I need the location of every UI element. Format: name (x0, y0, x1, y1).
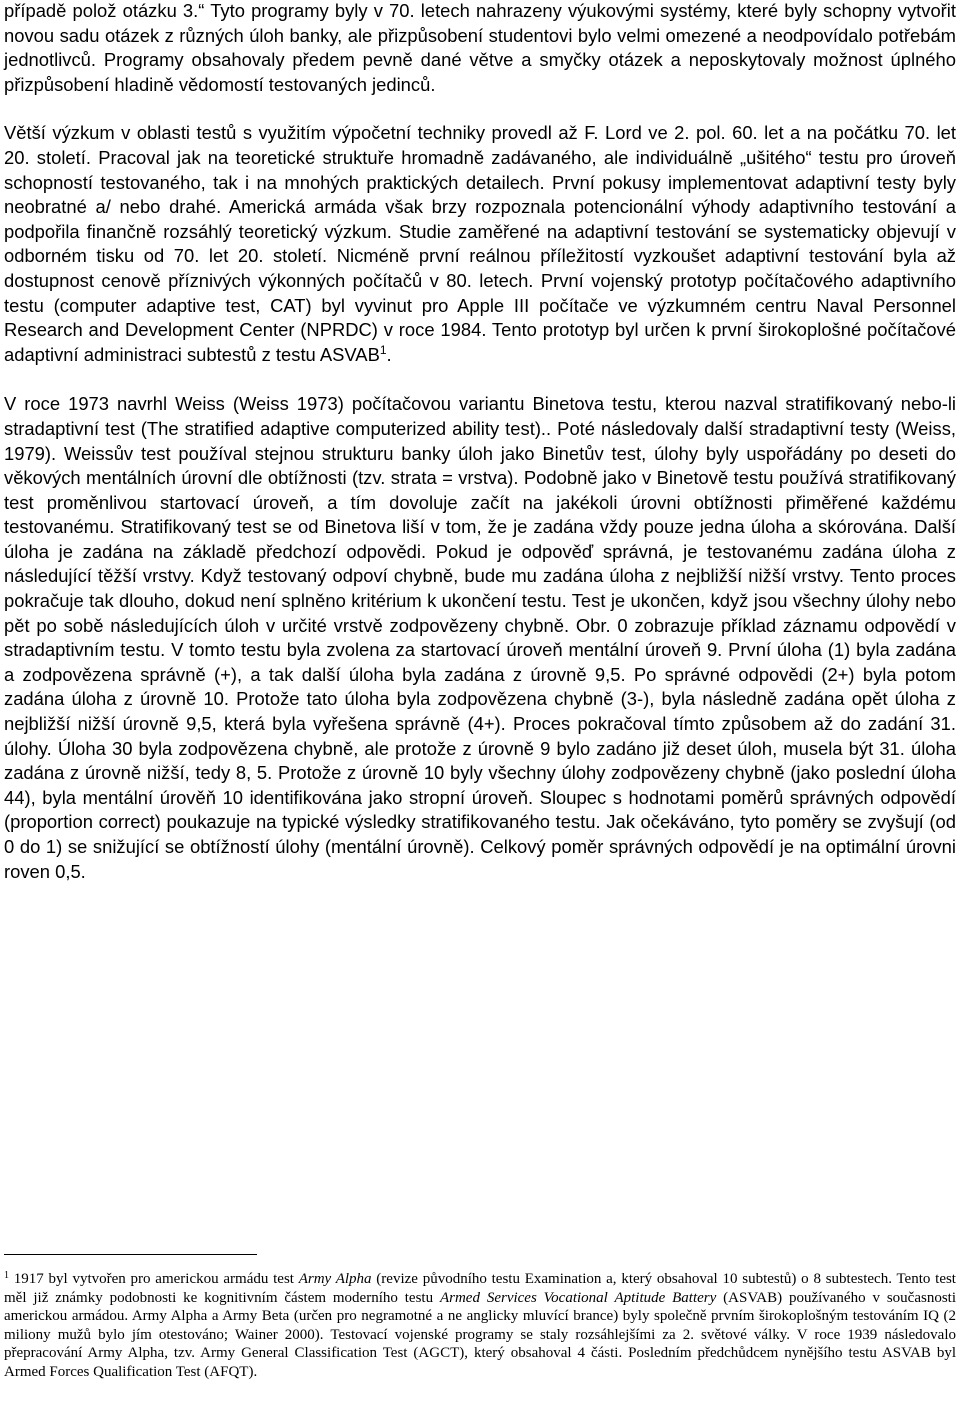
footnote-army-alpha: Army Alpha (298, 1271, 372, 1287)
footnote-asvab-name: Armed Services Vocational Aptitude Battery (439, 1289, 717, 1306)
footnote (4, 1270, 956, 1382)
paragraph-lord-text: Větší výzkum v oblasti testů s využitím výpočetní techniky provedl až F. Lord ve 2. pol. 60. let a na počátku 70. let 20. století. Pracoval jak na teoretické struktuře hromadně zadávaného, ale individuálně „ušitého“ testu pro úroveň schopností testovaného, tak i na mnohých praktických detailech. První pokusy implementovat adaptivní testy byly neobratné a/ nebo drahé. Americká armáda však brzy rozpoznala potencionální výhody adaptivního testování a podpořila finančně rozsáhlý teoretický výzkum. Studie zaměřené na adaptivní testování se systematicky objevují v odborném tisku od 70. let 20. století. Nicméně první reálnou příležitostí vyzkoušet adaptivní testování byla až dostupnost cenově příznivých výkonných počítačů v 80. letech. První vojenský prototyp počítačového adaptivního testu (computer adaptive test, CAT) byl vyvinut pro Apple III počítače ve výzkumném centru Naval Personnel Research and Development Center (NPRDC) v roce 1984. Tento prototyp byl určen k první širokoplošné počítačové adaptivní administraci subtestů z testu ASVAB (4, 122, 956, 365)
paragraph-lord-research (4, 121, 956, 367)
footnote-text-1: 1917 byl vytvořen pro americkou armádu test (9, 1271, 299, 1287)
paragraph-programs-history: případě polož otázku 3.“ Tyto programy byly v 70. letech nahrazeny výukovými systémy, které byly schopny vytvořit novou sadu otázek z různých úloh banky, ale přizpůsobení studentovi bylo velmi omezené a neodpovídalo potřebám jednotlivců. Programy obsahovaly předem pevně dané větve a smyčky otázek a neposkytovaly možnost úplného přizpůsobení hladině vědomostí testovaných jedinců. (4, 0, 956, 95)
footnote-separator (4, 1254, 257, 1255)
paragraph-lord-end: . (386, 343, 392, 365)
document-body (4, 0, 956, 884)
footnote-reference[interactable]: 1 (379, 342, 387, 357)
footnote-text-3: (ASVAB) používaného v současnosti americkou armádou. Army Alpha a Army Beta (určen pro negramotné a ne anglicky mluvící brance) byly společně prvním širokoplošným testováním IQ (2 miliony mužů bylo jím otestováno; Wainer 2000). Testovací vojenské programy se staly rozsáhlejšími za 2. světové války. V roce 1939 následovalo přepracování Army Alpha, tzv. Army General Classification Test (AGCT), který obsahoval 4 části. Posledním předchůdcem nynějšího testu ASVAB byl Armed Forces Qualification Test (AFQT). (4, 1289, 956, 1380)
footnote-number: 1 (4, 1270, 9, 1281)
footnote-text-2: (revize původního testu Examination a, který obsahoval 10 subtestů) o 8 subtestech. Tento test měl již známky podobnosti ke kognitivním částem moderního testu (4, 1271, 956, 1306)
paragraph-weiss-stradaptive: V roce 1973 navrhl Weiss (Weiss 1973) počítačovou variantu Binetova testu, kterou nazval stratifikovaný nebo-li stradaptivní test (The stratified adaptive computerized ability test).. Poté následovaly další stradaptivní testy (Weiss, 1979). Weissův test používal stejnou strukturu banky úloh jako Binetův test, úlohy byly uspořádány po deseti do věkových mentálních úrovní dle obtížnosti (tzv. strata = vrstva). Podobně jako v Binetově testu používá stratifikovaný test proměnlivou startovací úroveň, a tím dovoluje začít na jakékoli úrovni obtížnosti přiměřené každému testovanému. Stratifikovaný test se od Binetova liší v tom, že je zadána vždy pouze jedna úloha a skórována. Další úloha je zadána na základě předchozí odpovědi. Pokud je odpověď správná, je testovanému zadána úloha z následující těžší vrstvy. Když testovaný odpoví chybně, bude mu zadána úloha z nejbližší nižší vrstvy. Tento proces pokračuje tak dlouho, dokud není splněno kritérium k ukončení testu. Test je ukončen, když jsou všechny úlohy nebo pět po sobě následujících úloh v určité vrstvě zodpovězeny chybně. Obr. 0 zobrazuje příklad záznamu odpovědí v stradaptivním testu. V tomto testu byla zvolena za startovací úroveň mentální úroveň 9. První úloha (1) byla zadána a zodpovězena správně (+), a tak další úloha byla zadána z úrovně 9,5. Po správné odpovědi (2+) byla potom zadána úloha z úrovně 10. Protože tato úloha byla zodpovězena chybně (3-), byla následně zadána opět úloha z nejbližší nižší úrovně 9,5, která byla vyřešena správně (4+). Proces pokračoval tímto způsobem až do zadání 31. úlohy. Úloha 30 byla zodpovězena chybně, ale protože z úrovně 9 bylo zadáno již deset úloh, musela být 31. úloha zadána z úrovně nižší, tedy 8, 5. Protože z úrovně 10 byly všechny úlohy zodpovězeny chybně (jako poslední úloha 44), byla mentální úrověň 10 identifikována jako stropní úroveň. Sloupec s hodnotami poměrů správných odpovědí (proportion correct) poukazuje na typické výsledky stratifikovaného testu. Jak očekáváno, tyto poměry se zvyšují (od 0 do 1) se snižující se obtížností úlohy (mentální úrovně). Celkový poměr správných odpovědí je na optimální úrovni roven 0,5. (4, 393, 956, 882)
